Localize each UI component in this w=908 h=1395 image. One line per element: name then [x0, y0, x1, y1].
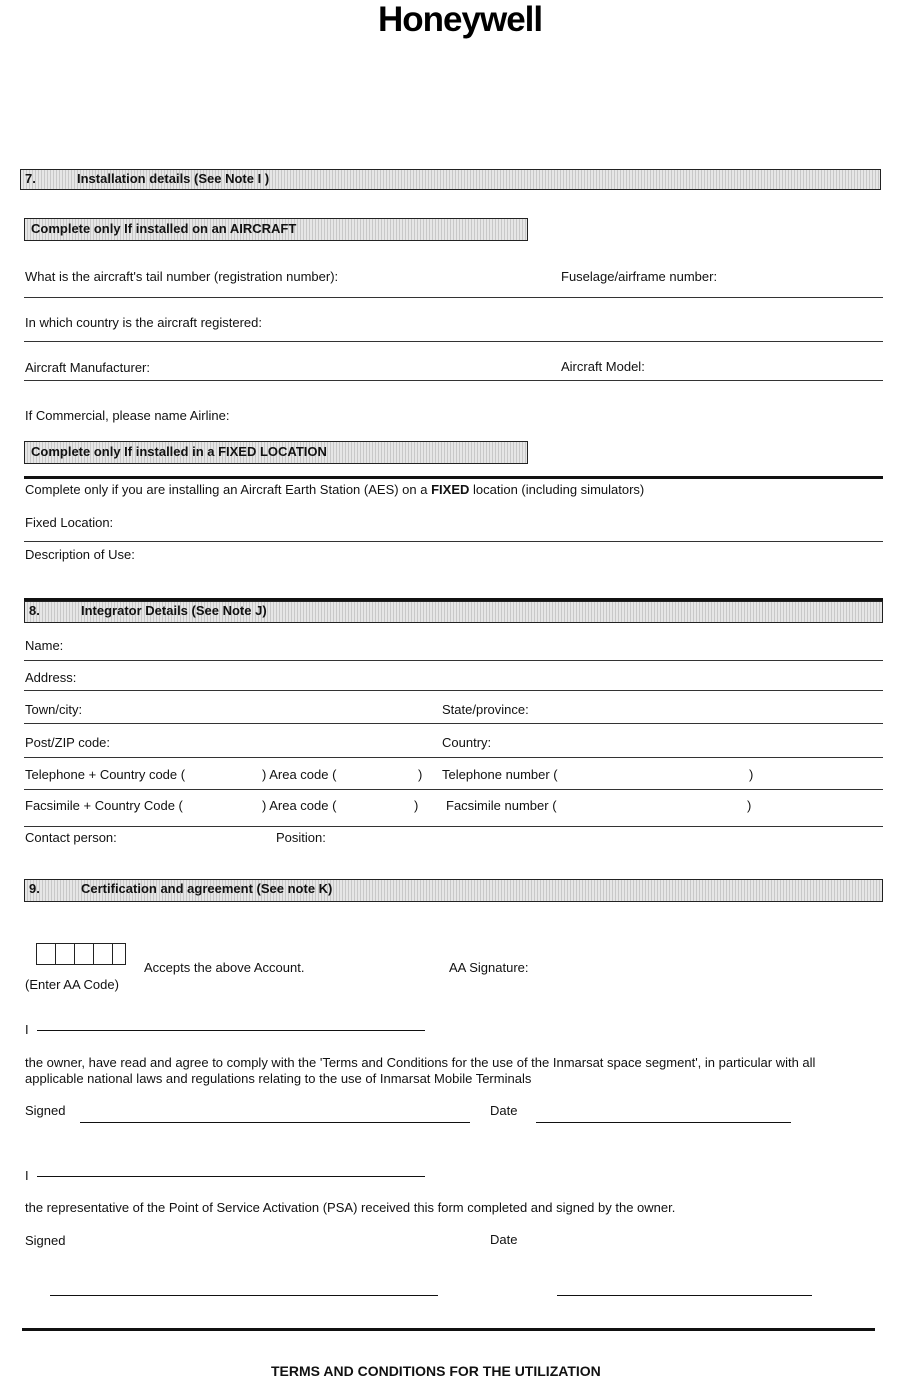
owner-signed-label: Signed [25, 1103, 66, 1118]
accepts-account-text: Accepts the above Account. [144, 960, 305, 975]
aircraft-subheader-label: Complete only If installed on an AIRCRAFT [31, 221, 297, 236]
aa-code-box-3[interactable] [74, 943, 94, 965]
owner-date-label: Date [490, 1103, 518, 1118]
psa-name-line[interactable] [37, 1176, 425, 1177]
telephone-area-close: ) [418, 767, 423, 782]
telephone-area-code-label: ) Area code ( [262, 767, 337, 782]
divider [24, 789, 883, 790]
country-label: Country: [442, 735, 492, 750]
model-label: Aircraft Model: [561, 359, 645, 374]
position-label: Position: [276, 830, 326, 845]
brand-logo: Honeywell [378, 0, 543, 39]
aa-code-box-2[interactable] [55, 943, 75, 965]
psa-date-label: Date [490, 1232, 518, 1247]
divider [24, 341, 883, 342]
fuselage-label: Fuselage/airframe number: [561, 269, 718, 284]
divider [24, 723, 883, 724]
section-7-title: Installation details (See Note I ) [77, 171, 270, 186]
aa-code-box-5[interactable] [112, 943, 126, 965]
divider [24, 826, 883, 827]
psa-signature-line[interactable] [50, 1295, 438, 1296]
country-registered-label: In which country is the aircraft registered: [25, 315, 262, 330]
divider [24, 541, 883, 542]
divider [24, 476, 883, 479]
psa-i-label: I [25, 1168, 29, 1183]
divider [22, 1328, 875, 1331]
section-8-header [24, 601, 883, 623]
facsimile-area-code-label: ) Area code ( [262, 798, 337, 813]
aa-code-box-1[interactable] [36, 943, 56, 965]
aircraft-subheader [24, 218, 528, 241]
divider [24, 297, 883, 298]
owner-i-label: I [25, 1022, 29, 1037]
section-7-number: 7. [25, 171, 36, 186]
enter-aa-code-label: (Enter AA Code) [25, 977, 119, 992]
divider [24, 660, 883, 661]
telephone-number-label: Telephone number ( [442, 767, 558, 782]
zip-label: Post/ZIP code: [25, 735, 111, 750]
owner-agreement-line-1: the owner, have read and agree to comply with the 'Terms and Conditions for the use of the Inmarsat space segment', in particular with all [25, 1055, 816, 1070]
fixed-location-subheader-label: Complete only If installed in a FIXED LOCATION [31, 444, 327, 459]
divider [24, 690, 883, 691]
town-label: Town/city: [25, 702, 83, 717]
integrator-name-label: Name: [25, 638, 64, 653]
fixed-location-subheader [24, 441, 528, 464]
section-9-title: Certification and agreement (See note K) [81, 881, 333, 896]
divider [24, 380, 883, 381]
terms-heading: TERMS AND CONDITIONS FOR THE UTILIZATION [271, 1363, 601, 1379]
facsimile-area-close: ) [414, 798, 419, 813]
owner-date-line[interactable] [536, 1122, 791, 1123]
telephone-number-close: ) [749, 767, 754, 782]
aa-signature-label: AA Signature: [449, 960, 529, 975]
aa-code-box-4[interactable] [93, 943, 113, 965]
fixed-location-note: Complete only if you are installing an Aircraft Earth Station (AES) on a FIXED location (including simulators) [25, 482, 645, 497]
airline-label: If Commercial, please name Airline: [25, 408, 230, 423]
section-9-header [24, 879, 883, 902]
owner-agreement-line-2: applicable national laws and regulations relating to the use of Inmarsat Mobile Terminals [25, 1071, 532, 1086]
section-7-header [20, 169, 881, 190]
divider [24, 757, 883, 758]
fixed-location-label: Fixed Location: [25, 515, 114, 530]
owner-name-line[interactable] [37, 1030, 425, 1031]
psa-signed-label: Signed [25, 1233, 66, 1248]
integrator-address-label: Address: [25, 670, 77, 685]
contact-person-label: Contact person: [25, 830, 117, 845]
manufacturer-label: Aircraft Manufacturer: [25, 360, 150, 375]
psa-date-line[interactable] [557, 1295, 812, 1296]
psa-statement: the representative of the Point of Service Activation (PSA) received this form completed and signed by the owner. [25, 1200, 676, 1215]
state-label: State/province: [442, 702, 529, 717]
tail-number-label: What is the aircraft's tail number (registration number): [25, 269, 339, 284]
facsimile-number-close: ) [747, 798, 752, 813]
section-8-number: 8. [29, 603, 40, 618]
owner-signature-line[interactable] [80, 1122, 470, 1123]
facsimile-number-label: Facsimile number ( [446, 798, 557, 813]
facsimile-country-code-label: Facsimile + Country Code ( [25, 798, 183, 813]
description-of-use-label: Description of Use: [25, 547, 135, 562]
telephone-country-code-label: Telephone + Country code ( [25, 767, 186, 782]
section-8-title: Integrator Details (See Note J) [81, 603, 267, 618]
section-9-number: 9. [29, 881, 40, 896]
